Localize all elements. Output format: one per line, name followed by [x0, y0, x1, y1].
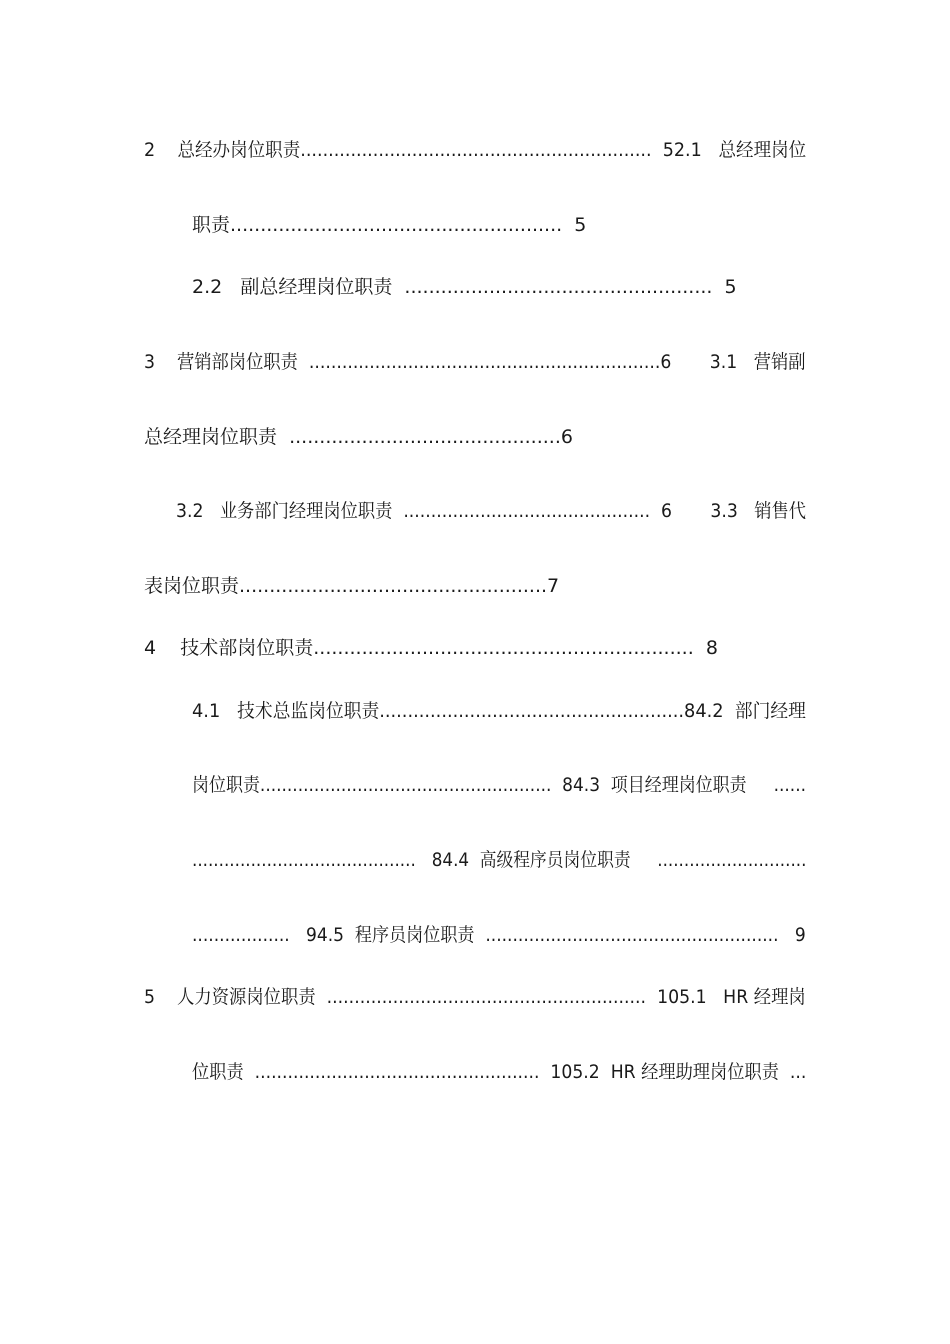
toc-line-11[interactable]: .......................................... 84.4 高级程序员岗位职责 ............................ [192, 849, 807, 871]
toc-line-3[interactable]: 2.2 副总经理岗位职责 ................................................... 5 [192, 276, 737, 298]
toc-line-8[interactable]: 4 技术部岗位职责............................................................... 8 [144, 637, 718, 659]
toc-line-10[interactable]: 岗位职责...................................................... 84.3 项目经理岗位职责 ...... [192, 774, 807, 796]
toc-line-4[interactable]: 3 营销部岗位职责 ................................................................6 3.1 营销副 [144, 351, 806, 373]
toc-line-7[interactable]: 表岗位职责...................................................7 [144, 575, 560, 597]
toc-line-13[interactable]: 5 人力资源岗位职责 .......................................................... 105.1 HR 经理岗 [144, 986, 806, 1008]
toc-line-5[interactable]: 总经理岗位职责 .............................................6 [144, 426, 573, 448]
toc-line-6[interactable]: 3.2 业务部门经理岗位职责 ............................................. 6 3.3 销售代 [176, 500, 806, 522]
toc-line-12[interactable]: .................. 94.5 程序员岗位职责 ...................................................... 9 [192, 924, 806, 946]
toc-line-1[interactable]: 2 总经办岗位职责............................................................... 52.1 总经理岗位 [144, 139, 807, 161]
toc-line-2[interactable]: 职责....................................................... 5 [192, 214, 587, 236]
toc-line-14[interactable]: 位职责 .................................................... 105.2 HR 经理助理岗位职责 ... [192, 1061, 807, 1083]
toc-line-9[interactable]: 4.1 技术总监岗位职责......................................................84.2 部门经理 [192, 700, 806, 722]
